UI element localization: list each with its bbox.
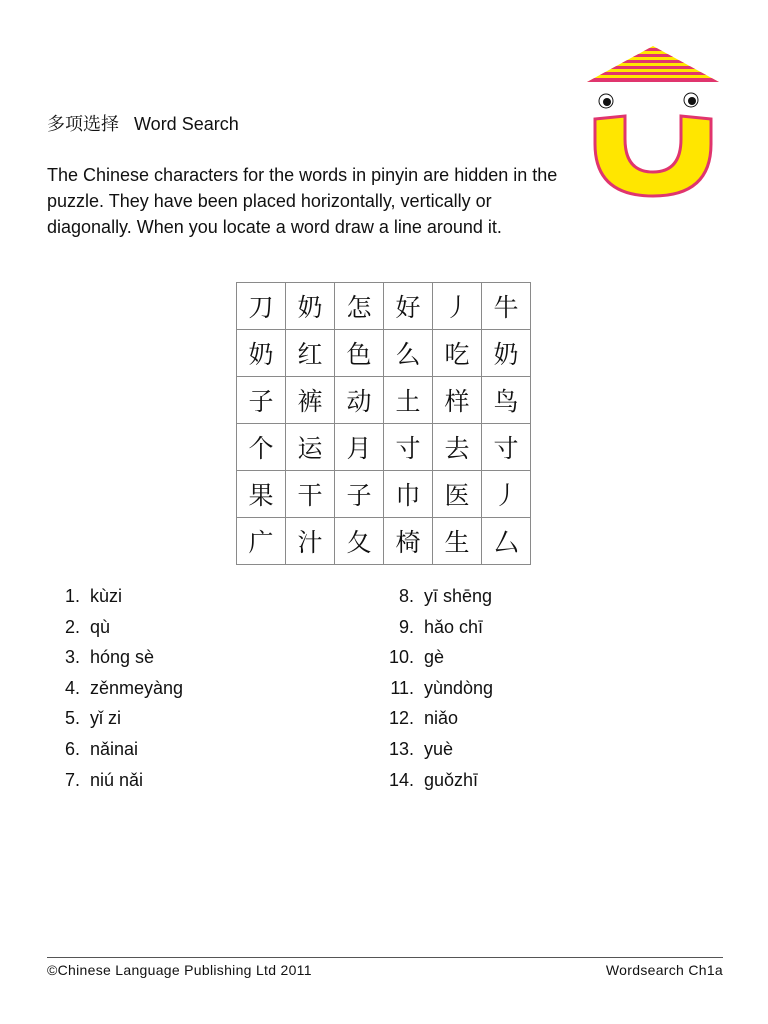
item-pinyin: hóng sè <box>90 647 155 668</box>
grid-cell: 生 <box>433 518 482 565</box>
list-item <box>48 676 183 707</box>
grid-cell: 果 <box>237 471 286 518</box>
item-pinyin: zěnmeyàng <box>90 677 184 698</box>
grid-cell: 巾 <box>384 471 433 518</box>
word-list-right <box>382 584 493 798</box>
grid-cell: 么 <box>384 330 433 377</box>
grid-cell: 色 <box>335 330 384 377</box>
grid-cell: 月 <box>335 424 384 471</box>
item-pinyin: niǎo <box>424 708 459 729</box>
item-number: 10. <box>388 647 414 668</box>
grid-row <box>237 330 531 377</box>
item-number: 13. <box>388 738 414 759</box>
grid-cell: 运 <box>286 424 335 471</box>
grid-cell: 刀 <box>237 283 286 330</box>
list-item <box>382 737 493 768</box>
grid-cell: 奶 <box>237 330 286 377</box>
grid-cell: 子 <box>335 471 384 518</box>
grid-row <box>237 471 531 518</box>
list-item <box>48 584 183 615</box>
left-eye-icon <box>599 94 613 108</box>
word-search-grid <box>236 282 531 565</box>
footer-page-label: Wordsearch Ch1a <box>605 962 723 978</box>
list-item <box>48 737 183 768</box>
item-number: 11. <box>390 677 414 698</box>
grid-cell: 干 <box>286 471 335 518</box>
item-number: 1. <box>64 586 80 606</box>
right-eye-icon <box>684 93 698 107</box>
list-item <box>48 645 183 676</box>
grid-cell: 怎 <box>335 283 384 330</box>
grid-cell: 好 <box>384 283 433 330</box>
grid-cell: 寸 <box>482 424 531 471</box>
grid-cell: 鸟 <box>482 377 531 424</box>
striped-hat-icon <box>583 44 723 84</box>
page-title <box>47 112 239 136</box>
grid-cell: 奶 <box>482 330 531 377</box>
grid-cell: 个 <box>237 424 286 471</box>
item-number: 2. <box>64 616 80 637</box>
grid-cell: 奶 <box>286 283 335 330</box>
title-chinese: 多项选择 <box>47 114 119 134</box>
item-pinyin: yuè <box>424 738 454 759</box>
item-pinyin: hǎo chī <box>424 616 484 637</box>
grid-cell: 动 <box>335 377 384 424</box>
item-number: 3. <box>64 647 80 668</box>
grid-cell: 红 <box>286 330 335 377</box>
item-pinyin: yùndòng <box>424 677 494 698</box>
grid-cell: 土 <box>384 377 433 424</box>
grid-cell: 厶 <box>482 518 531 565</box>
item-pinyin: yī shēng <box>424 586 493 606</box>
grid-cell: 丿 <box>482 471 531 518</box>
item-number: 4. <box>64 677 80 698</box>
grid-cell: 去 <box>433 424 482 471</box>
grid-cell: 吃 <box>433 330 482 377</box>
grid-cell: 广 <box>237 518 286 565</box>
footer-copyright: ©Chinese Language Publishing Ltd 2011 <box>47 962 312 978</box>
list-item <box>48 768 183 799</box>
grid-row <box>237 424 531 471</box>
item-pinyin: guǒzhī <box>424 769 479 790</box>
item-number: 14. <box>388 769 414 790</box>
list-item <box>382 676 493 707</box>
item-pinyin: qù <box>90 616 111 637</box>
item-number: 9. <box>398 616 414 637</box>
item-pinyin: gè <box>424 647 445 668</box>
letter-u-shape <box>595 116 711 196</box>
title-english: Word Search <box>134 114 239 134</box>
item-pinyin: nǎinai <box>90 738 139 759</box>
list-item <box>48 706 183 737</box>
list-item <box>382 768 493 799</box>
grid-cell: 医 <box>433 471 482 518</box>
letter-u-mascot-icon <box>583 44 723 199</box>
list-item <box>382 615 493 646</box>
grid-cell: 椅 <box>384 518 433 565</box>
instructions-text: The Chinese characters for the words in pinyin are hidden in the puzzle. They have been placed horizontally, vertically or diagonally. When you locate a word draw a line around it. <box>47 165 558 237</box>
grid-cell: 丿 <box>433 283 482 330</box>
grid-cell: 汁 <box>286 518 335 565</box>
item-number: 6. <box>64 738 80 759</box>
list-item <box>382 645 493 676</box>
grid-cell: 寸 <box>384 424 433 471</box>
item-number: 5. <box>64 708 80 729</box>
grid-cell: 夂 <box>335 518 384 565</box>
item-number: 12. <box>388 708 414 729</box>
list-item <box>382 706 493 737</box>
grid-cell: 子 <box>237 377 286 424</box>
item-number: 7. <box>64 769 80 790</box>
grid-row <box>237 518 531 565</box>
item-pinyin: yǐ zi <box>90 708 121 729</box>
item-number: 8. <box>398 586 414 606</box>
list-item <box>382 584 493 615</box>
grid-cell: 裤 <box>286 377 335 424</box>
footer-divider <box>47 957 723 958</box>
word-list-left <box>48 584 183 798</box>
list-item <box>48 615 183 646</box>
grid-row <box>237 377 531 424</box>
grid-cell: 牛 <box>482 283 531 330</box>
item-pinyin: niú nǎi <box>90 769 144 790</box>
grid-cell: 样 <box>433 377 482 424</box>
item-pinyin: kùzi <box>90 586 123 606</box>
grid-row <box>237 283 531 330</box>
